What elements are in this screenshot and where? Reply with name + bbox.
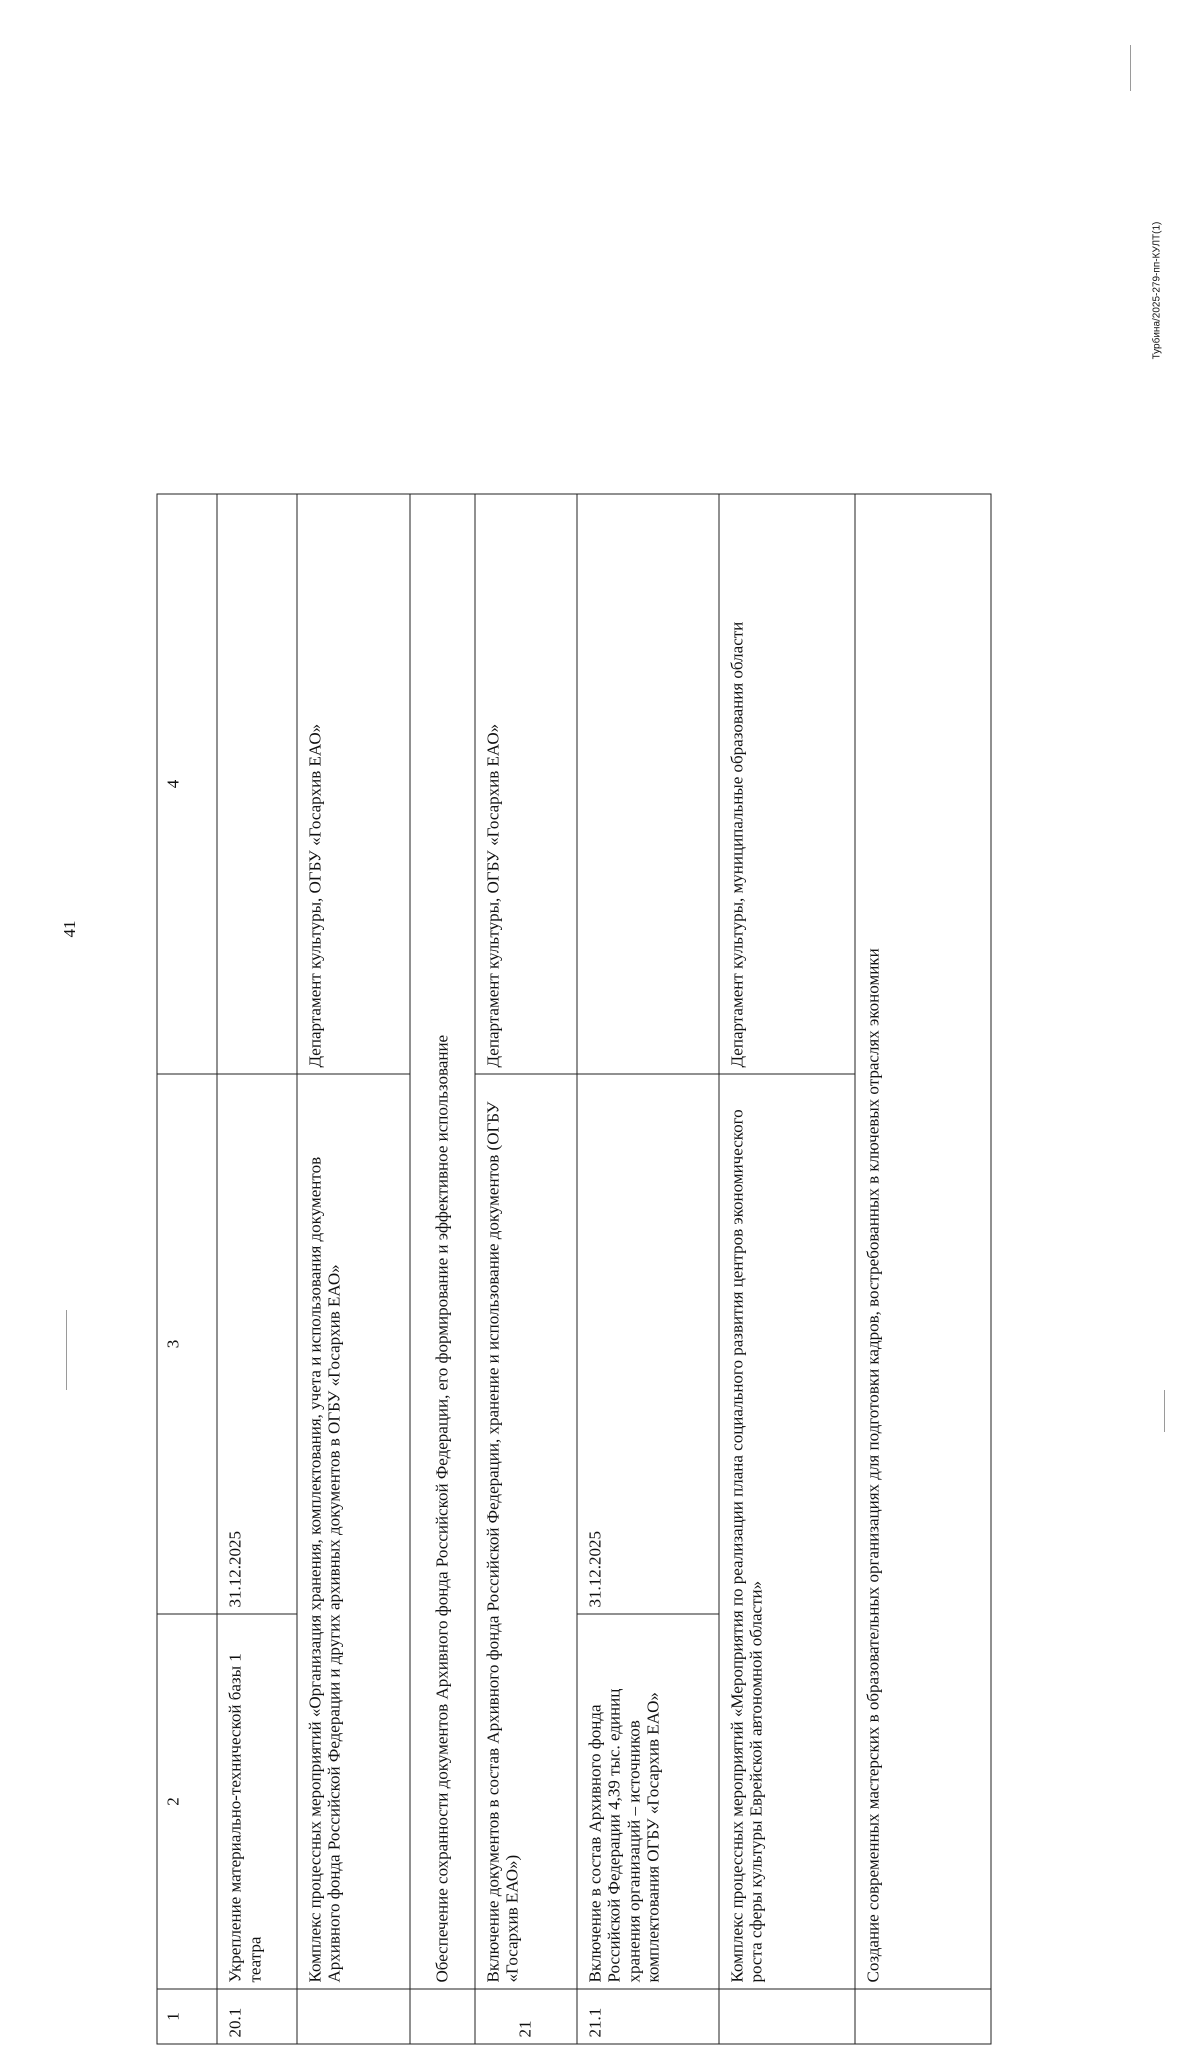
table-header-row: [157, 494, 217, 2044]
scan-edge-mark-top: [1130, 45, 1131, 91]
measure-responsible: [217, 494, 296, 1074]
table-row: [297, 494, 410, 2044]
table-row: [855, 494, 991, 2044]
measure-date: 31.12.2025: [577, 1074, 719, 1614]
scan-edge-mark-bottom: [1164, 1390, 1165, 1432]
header-cell-2: 2: [157, 1614, 217, 1989]
row-number: [855, 1989, 991, 2044]
row-number: 20.1: [217, 1989, 296, 2044]
plan-table: [157, 494, 992, 2045]
row-number: [719, 1989, 855, 2044]
row-number: [410, 1989, 475, 2044]
complex-responsible: Департамент культуры, ОГБУ «Госархив ЕАО»: [297, 494, 410, 1074]
task-title: Обеспечение сохранности документов Архивного фонда Российской Федерации, его формирование и эффективное использование: [410, 494, 475, 1989]
complex-title: Комплекс процессных мероприятий «Мероприятия по реализации плана социального развития центров экономического роста сферы культуры Еврейской автономной области»: [719, 1074, 855, 1989]
header-cell-4: 4: [157, 494, 217, 1074]
measure-name: Включение в состав Архивного фонда Российской Федерации 4,39 тыс. единиц хранения организаций – источников комплектования ОГБУ «Госархив ЕАО»: [577, 1614, 719, 1989]
row-number: 21.1: [577, 1989, 719, 2044]
measure-name: Укрепление материально-технической базы 1 театра: [217, 1614, 296, 1989]
page-number: 41: [60, 920, 79, 938]
result-title: Включение документов в состав Архивного фонда Российской Федерации, хранение и использование документов (ОГБУ «Госархив ЕАО»): [475, 1074, 577, 1989]
header-cell-3: 3: [157, 1074, 217, 1614]
measure-responsible: [577, 494, 719, 1074]
footer-document-code: Турбина/2025-279-пп-КУЛТ(1): [1151, 221, 1163, 360]
header-cell-1: 1: [157, 1989, 217, 2044]
row-number: [297, 1989, 410, 2044]
table-row: [577, 494, 719, 2044]
table-row: [475, 494, 577, 2044]
row-number: 21: [475, 1989, 577, 2044]
table-row: [719, 494, 855, 2044]
complex-responsible: Департамент культуры, муниципальные образования области: [719, 494, 855, 1074]
table-row: [217, 494, 296, 2044]
measure-date: 31.12.2025: [217, 1074, 296, 1614]
result-responsible: Департамент культуры, ОГБУ «Госархив ЕАО»: [475, 494, 577, 1074]
scan-edge-mark-left: [66, 1310, 67, 1390]
complex-title: Комплекс процессных мероприятий «Организация хранения, комплектования, учета и использования документов Архивного фонда Российской Федерации и других архивных документов в ОГБУ «Госархив ЕАО»: [297, 1074, 410, 1989]
task-title: Создание современных мастерских в образовательных организациях для подготовки кадров, востребованных в ключевых отраслях экономики: [855, 494, 991, 1989]
rotated-table-container: [157, 495, 992, 2045]
table-row: [410, 494, 475, 2044]
